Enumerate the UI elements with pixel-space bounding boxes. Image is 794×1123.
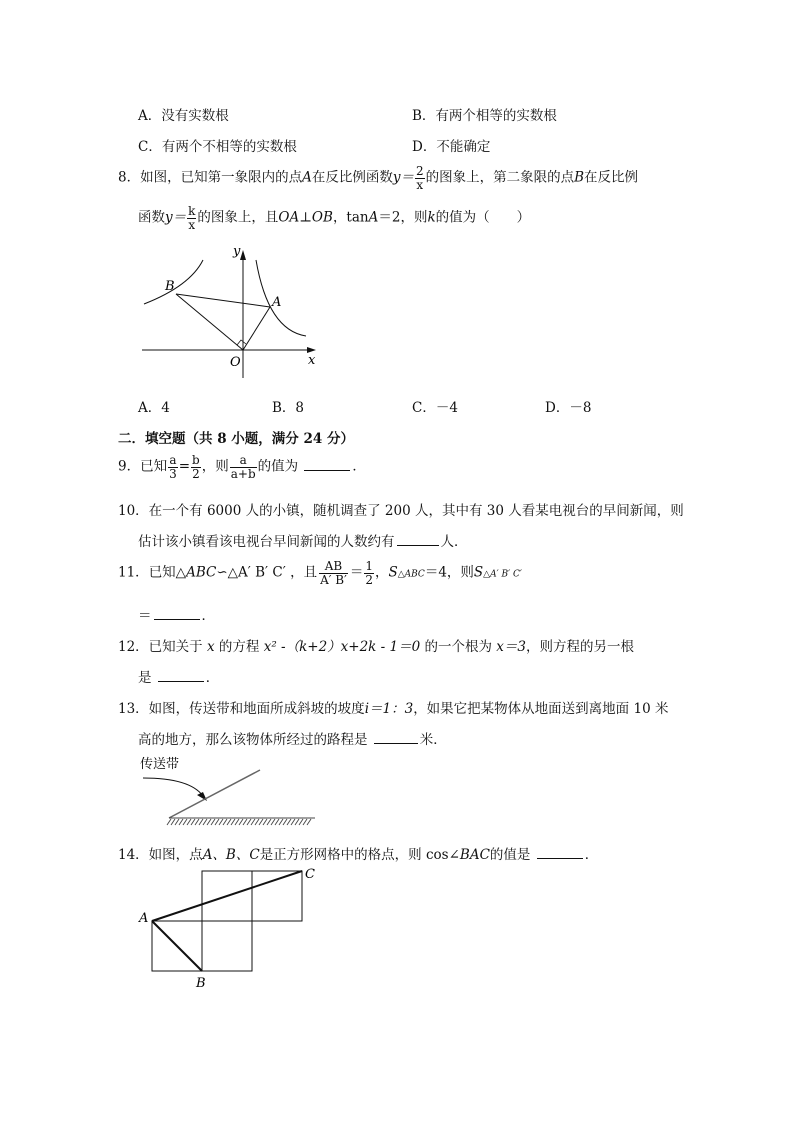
q7-option-c: C．有两个不相等的实数根 — [138, 139, 297, 155]
q12-line-1: 12．已知关于 x 的方程 x² -（k+2）x+2k - 1＝0 的一个根为 x＝3，则方程的另一根 — [118, 639, 634, 655]
ground-hatching — [167, 819, 311, 825]
q14-answer-blank — [537, 846, 583, 859]
q7-option-b: B．有两个相等的实数根 — [412, 108, 557, 124]
y-axis-label: y — [233, 244, 241, 259]
q8-option-c: C．－4 — [412, 400, 458, 416]
q13-answer-blank — [374, 731, 418, 744]
origin-label: O — [230, 355, 241, 370]
segment-oa — [243, 307, 270, 350]
q8-question-line-2: 函数y＝ $\frac{k}{x}$ 的图象上，且OA⊥OB，tanA＝2，则k的值为（ ） — [138, 204, 531, 232]
q7-option-d: D．不能确定 — [412, 139, 491, 155]
section-heading: 二．填空题（共 8 小题，满分 24 分） — [118, 431, 354, 447]
q8-option-d: D．－8 — [545, 400, 592, 416]
right-angle-mark — [237, 340, 246, 345]
point-a-label: A — [139, 911, 149, 926]
q8-fraction-k-over-x: $\frac{k}{x}$ — [188, 204, 196, 232]
q11-line-2: ＝ ． — [138, 608, 215, 624]
q14-grid-figure — [135, 864, 325, 994]
q14-question: 14．如图，点A、B、C是正方形网格中的格点，则 cos∠BAC的值是 ． — [118, 847, 599, 863]
q12-line-2: 是 ． — [138, 670, 220, 686]
segment-ab — [176, 294, 270, 307]
q8-question-line-1: 8．如图，已知第一象限内的点A在反比例函数y＝ $\frac{2}{x}$ 的图象上，第二象限的点B在反比例 — [118, 164, 639, 192]
segment-ab — [152, 921, 202, 971]
conveyor-slope — [169, 770, 260, 818]
q10-answer-blank — [397, 533, 439, 546]
q11-line-1: 11．已知△ABC∽△A′ B′ C′ ，且 $\frac{AB}{A' B'}$ ＝ $\frac{1}{2}$ ，S△ABC＝4，则S△A′ B′ C′ — [118, 559, 522, 587]
point-b-label: B — [196, 976, 206, 991]
conveyor-label: 传送带 — [140, 757, 180, 772]
point-c-label: C — [305, 867, 315, 882]
q8-option-a: A．4 — [138, 400, 170, 416]
q7-option-a: A．没有实数根 — [138, 108, 229, 124]
pointer-arrow-line — [143, 778, 203, 796]
q10-line-1: 10．在一个有 6000 人的小镇，随机调查了 200 人，其中有 30 人看某电视台的早间新闻，则 — [118, 503, 684, 519]
q8-hyperbola-figure — [130, 238, 330, 378]
point-b-label: B — [165, 279, 175, 294]
q11-answer-blank — [154, 607, 200, 620]
q12-answer-blank — [158, 669, 204, 682]
q10-line-2: 估计该小镇看该电视台早间新闻的人数约有 人． — [138, 534, 468, 550]
q9-question: 9．已知 $\frac{a}{3}$ = $\frac{b}{2}$ ，则 $\frac{a}{a+b}$ 的值为 ． — [118, 453, 366, 481]
y-axis-arrow-icon — [240, 250, 246, 260]
q13-conveyor-figure — [135, 752, 320, 830]
segment-ob — [176, 294, 243, 350]
point-a-label: A — [272, 295, 282, 310]
x-axis-label: x — [308, 353, 316, 368]
pointer-arrow-icon — [197, 792, 207, 801]
segment-ac — [152, 871, 302, 921]
q13-line-2: 高的地方，那么该物体所经过的路程是 米． — [138, 732, 447, 748]
q9-answer-blank — [304, 458, 350, 471]
q13-line-1: 13．如图，传送带和地面所成斜坡的坡度i＝1：3，如果它把某物体从地面送到离地面 10 米 — [118, 701, 669, 717]
q8-fraction-2-over-x: $\frac{2}{x}$ — [415, 164, 424, 192]
square-grid — [152, 871, 302, 971]
q8-option-b: B．8 — [272, 400, 305, 416]
